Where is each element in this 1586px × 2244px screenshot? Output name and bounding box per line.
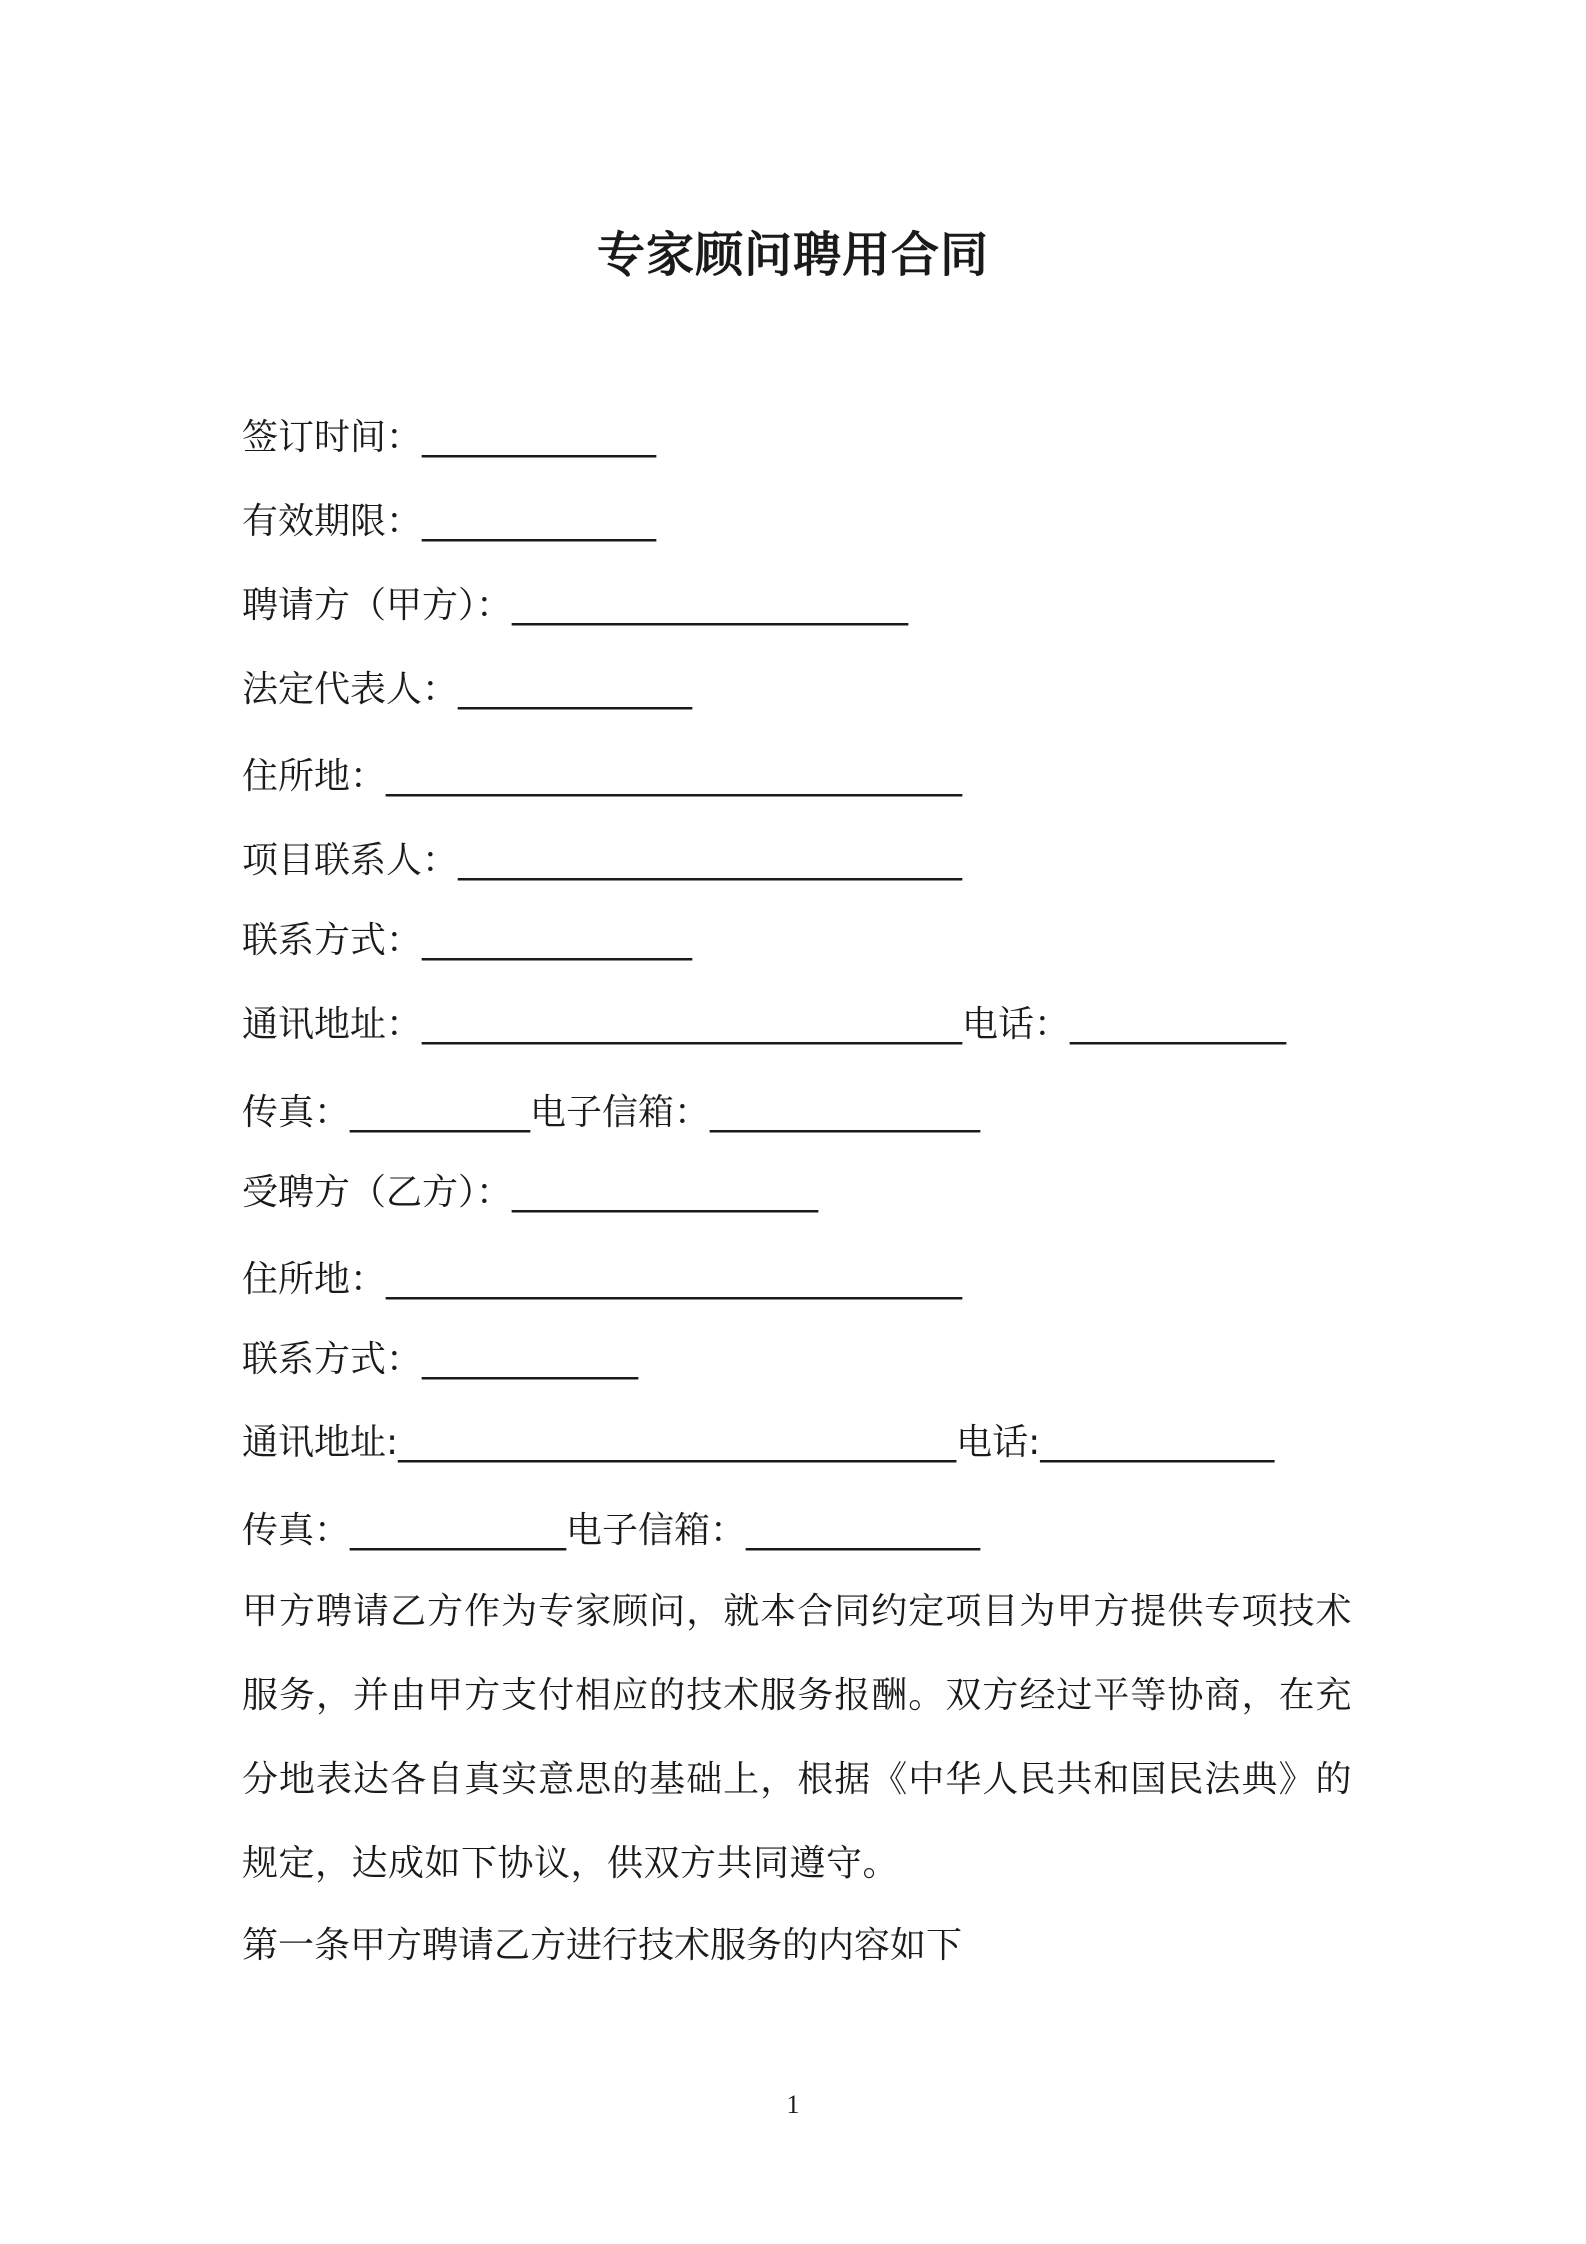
party-a-contact-method-field: 联系方式：_______________ [242,920,693,961]
party-b-mailing-address-field: 通讯地址:_______________________________电话:_____________ [242,1422,1275,1463]
signing-date-field: 签订时间：_____________ [242,417,657,458]
party-a-fax-email-field: 传真：__________电子信箱：_______________ [242,1092,981,1133]
intro-paragraph: 甲方聘请乙方作为专家顾问，就本合同约定项目为甲方提供专项技术服务，并由甲方支付相应的技术服务报酬。双方经过平等协商，在充分地表达各自真实意思的基础上，根据《中华人民共和国民法典》的规定，达成如下协议，供双方共同遵守。 [242,1591,1352,1884]
page-title: 专家顾问聘用合同 [596,227,989,283]
party-b-address-field: 住所地：________________________________ [242,1259,963,1300]
validity-period-field: 有效期限：_____________ [242,501,657,542]
page-number: 1 [786,2090,800,2119]
party-b-fax-email-field: 传真：____________电子信箱：_____________ [242,1510,981,1551]
party-a-mailing-address-field: 通讯地址：______________________________电话：____________ [242,1004,1287,1045]
project-contact-field: 项目联系人：____________________________ [242,840,963,881]
party-b-contact-method-field: 联系方式：____________ [242,1339,639,1380]
party-a-address-field: 住所地：________________________________ [242,756,963,797]
party-a-name-field: 聘请方（甲方）：______________________ [242,585,909,626]
article-1-heading: 第一条甲方聘请乙方进行技术服务的内容如下 [242,1925,963,1966]
party-b-name-field: 受聘方（乙方）：_________________ [242,1172,819,1213]
legal-representative-field: 法定代表人：_____________ [242,669,693,710]
